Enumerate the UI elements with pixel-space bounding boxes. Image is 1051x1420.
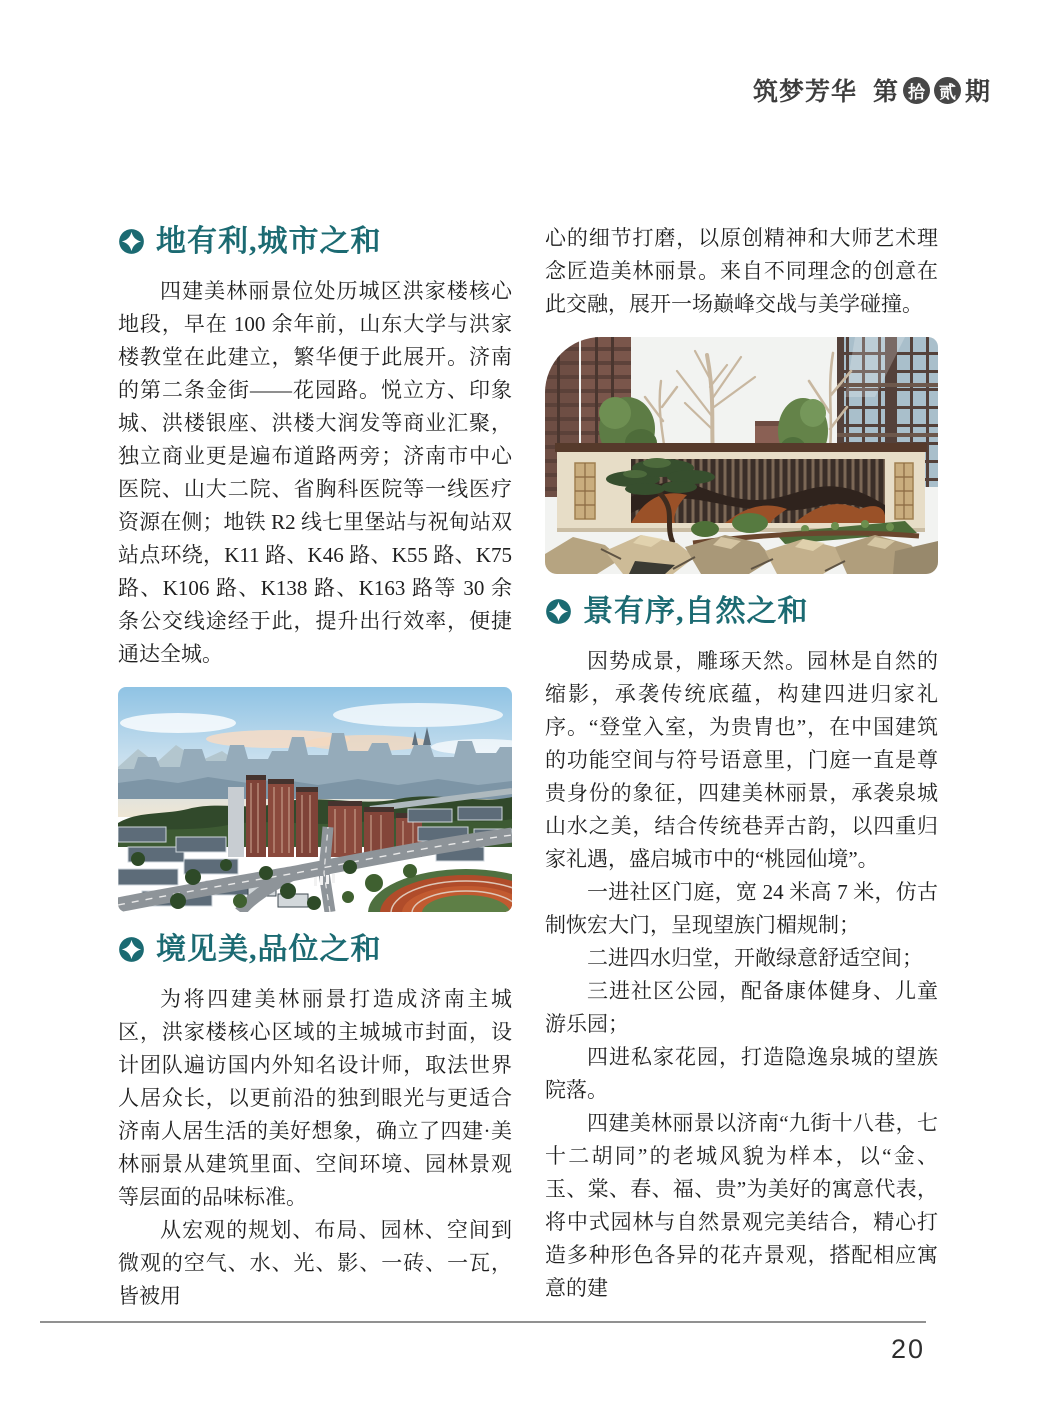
garden-courtyard-photo	[545, 337, 938, 574]
city-aerial-photo	[118, 687, 512, 912]
section-title: 地有利,城市之和	[156, 225, 382, 258]
section-heading-landscape	[545, 592, 938, 631]
page-header	[753, 72, 991, 108]
running-track	[368, 869, 512, 912]
body-paragraph: 从宏观的规划、布局、园林、空间到微观的空气、水、光、影、一砖、一瓦，皆被用	[118, 1218, 512, 1308]
section-heading-taste	[118, 930, 512, 969]
page-number: 20	[890, 1334, 926, 1364]
issue-digit-badge: 拾	[903, 77, 930, 104]
body-paragraph: 三进社区公园，配备康体健身、儿童游乐园；	[545, 979, 938, 1036]
issue-prefix: 第	[872, 78, 899, 106]
city-aerial-illustration	[118, 687, 512, 912]
garden-courtyard-illustration	[545, 337, 938, 574]
left-column	[118, 222, 512, 1313]
body-paragraph: 心的细节打磨，以原创精神和大师艺术理念匠造美林丽景。来自不同理念的创意在此交融，展开一场巅峰交战与美学碰撞。	[545, 226, 938, 316]
body-paragraph: 二进四水归堂，开敞绿意舒适空间；	[587, 946, 923, 970]
body-paragraph: 一进社区门庭，宽 24 米高 7 米，仿古制恢宏大门，呈现望族门楣规制；	[545, 880, 938, 937]
right-column	[545, 222, 938, 1305]
section-bullet-icon	[545, 598, 572, 625]
section-title: 境见美,品位之和	[156, 933, 382, 966]
section-title: 景有序,自然之和	[583, 595, 809, 628]
footer-divider	[40, 1321, 926, 1323]
magazine-title: 筑梦芳华	[752, 78, 857, 106]
section-heading-location	[118, 222, 512, 261]
issue-digit-badge: 贰	[934, 77, 961, 104]
body-paragraph: 四建美林丽景位处历城区洪家楼核心地段，早在 100 余年前，山东大学与洪家楼教堂在此建立，繁华便于此展开。济南的第二条金街——花园路。悦立方、印象城、洪楼银座、洪楼大润发等商业汇聚，独立商业更是遍布道路两旁；济南市中心医院、山大二院、省胸科医院等一线医疗资源在侧；地铁 R2 线七里堡站与祝甸站双站点环绕，K11 路、K46 路、K55 路、K75 路、K106 路、K138 路、K163 路等 30 余条公交线途经于此，提升出行效率，便捷通达全城。	[118, 279, 512, 666]
body-paragraph: 为将四建美林丽景打造成济南主城区，洪家楼核心区域的主城城市封面，设计团队遍访国内外知名设计师，取法世界人居众长，以更前沿的独到眼光与更适合济南人居生活的美好想象，确立了四建·美林丽景从建筑里面、空间环境、园林景观等层面的品味标准。	[118, 987, 512, 1209]
issue-suffix: 期	[964, 78, 991, 106]
body-paragraph: 四建美林丽景以济南“九街十八巷，七十二胡同”的老城风貌为样本，以“金、玉、棠、春、福、贵”为美好的寓意代表，将中式园林与自然景观完美结合，精心打造多种形色各异的花卉景观，搭配相应寓意的建	[545, 1111, 938, 1300]
body-paragraph: 因势成景，雕琢天然。园林是自然的缩影，承袭传统底蕴，构建四进归家礼序。“登堂入室，为贵胄也”，在中国建筑的功能空间与符号语意里，门庭一直是尊贵身份的象征，四建美林丽景，承袭泉城山水之美，结合传统巷弄古韵，以四重归家礼遇，盛启城市中的“桃园仙境”。	[545, 649, 938, 871]
issue-label	[873, 72, 991, 108]
section-bullet-icon	[118, 228, 145, 255]
body-paragraph: 四进私家花园，打造隐逸泉城的望族院落。	[545, 1045, 938, 1102]
section-bullet-icon	[118, 936, 145, 963]
